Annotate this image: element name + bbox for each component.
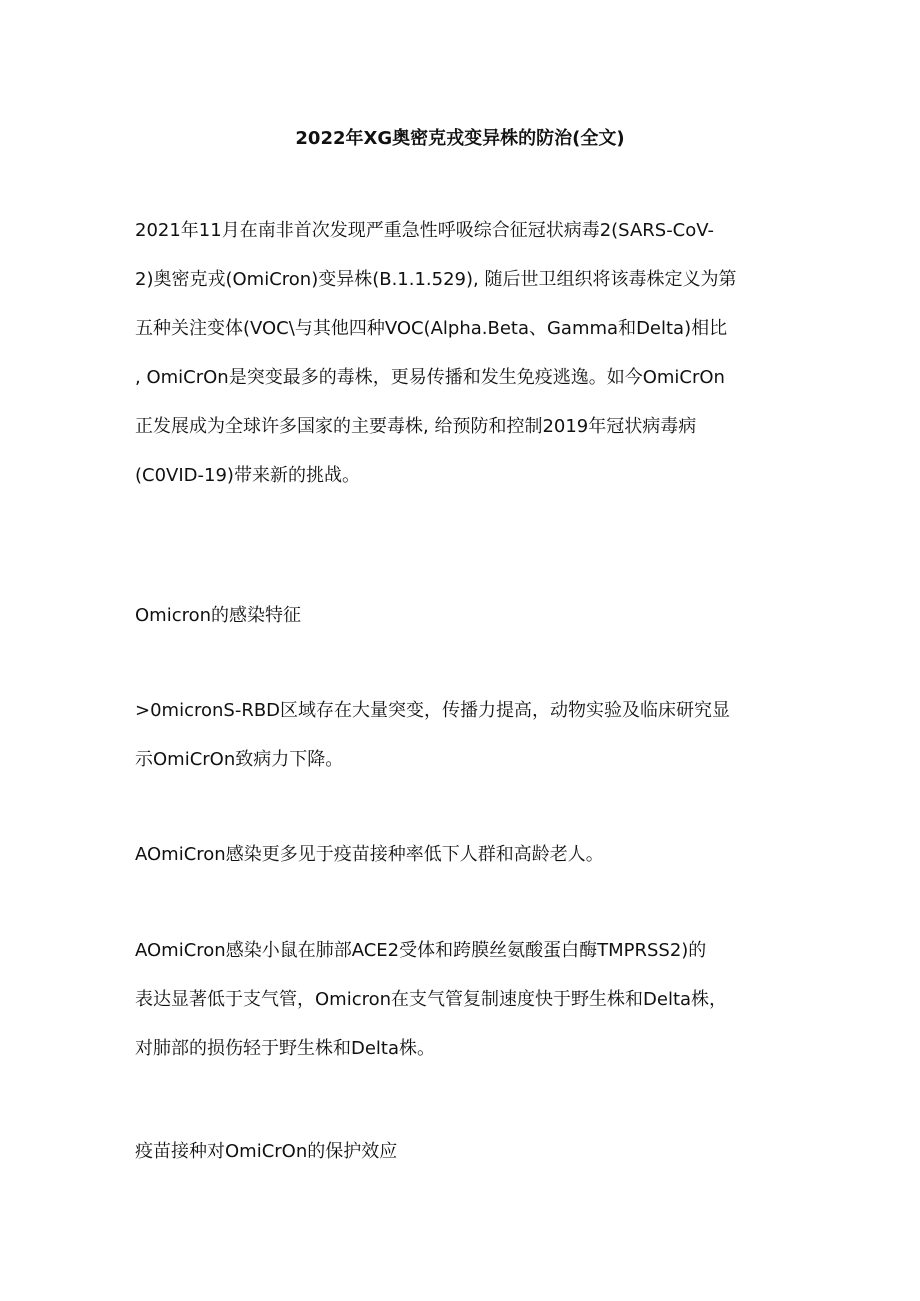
- intro-line: 五种关注变体(VOC\与其他四种VOC(Alpha.Beta、Gamma和Delta)相比: [135, 318, 728, 339]
- point-line: 表达显著低于支气管，Omicron在支气管复制速度快于野生株和Delta株，: [135, 989, 728, 1010]
- section-heading-infection: [135, 591, 795, 640]
- section-heading-vaccine: [135, 1127, 795, 1176]
- section-heading-text: Omicron的感染特征: [135, 605, 302, 626]
- point-line: AOmiCron感染更多见于疫苗接种率低下人群和高龄老人。: [135, 844, 604, 865]
- infection-point-1: [135, 686, 795, 784]
- intro-line: 2)奥密克戎(OmiCron)变异株(B.1.1.529), 随后世卫组织将该毒株定义为第: [135, 269, 737, 290]
- point-line: 示OmiCrOn致病力下降。: [135, 749, 344, 770]
- document-title: 2022年XG奥密克戎变异株的防治(全文): [295, 128, 625, 149]
- section-heading-text: 疫苗接种对OmiCrOn的保护效应: [135, 1141, 398, 1162]
- point-line: >0micronS-RBD区域存在大量突变，传播力提高，动物实验及临床研究显: [135, 700, 731, 721]
- point-line: AOmiCron感染小鼠在肺部ACE2受体和跨膜丝氨酸蛋白酶TMPRSS2)的: [135, 940, 707, 961]
- infection-point-3: [135, 926, 795, 1073]
- intro-line: (C0VID-19)带来新的挑战。: [135, 465, 360, 486]
- intro-line: 正发展成为全球许多国家的主要毒株, 给预防和控制2019年冠状病毒病: [135, 416, 697, 437]
- intro-line: , OmiCrOn是突变最多的毒株，更易传播和发生免疫逃逸。如今OmiCrOn: [135, 367, 725, 388]
- intro-line: 2021年11月在南非首次发现严重急性呼吸综合征冠状病毒2(SARS-CoV-: [135, 220, 715, 241]
- infection-point-2: [135, 830, 795, 879]
- intro-paragraph: [135, 206, 795, 500]
- point-line: 对肺部的损伤轻于野生株和Delta株。: [135, 1038, 436, 1059]
